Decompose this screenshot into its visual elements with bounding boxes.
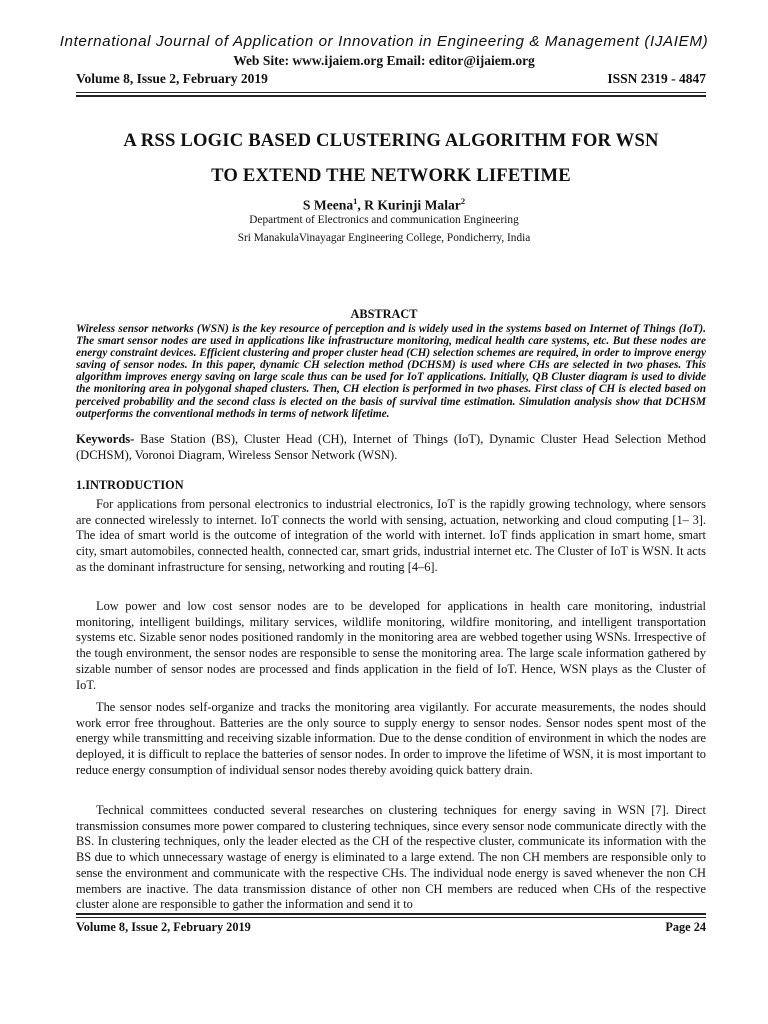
footer-row [76,920,706,935]
footer-volume: Volume 8, Issue 2, February 2019 [76,920,251,934]
footer-rule [76,917,706,918]
author-2-affil-mark: 2 [460,196,466,206]
affiliation-college: Sri ManakulaVinayagar Engineering College, Pondicherry, India [237,232,531,244]
intro-paragraph-2: Low power and low cost sensor nodes are to be developed for applications in health care monitoring, industrial monitoring, intelligent buildings, military services, wildlife monitoring, wildfire monitoring, and intelligent transportation systems etc. Sizable senor nodes positioned randomly in the monitoring area are webbed together using WSNs. Irrespective of the tough environment, the sensor nodes are responsible to sense the monitoring area. The large scale information gathered by sizable number of sensor nodes are processed and finds application in the field of IoT. Hence, WSN plays as the Cluster of IoT. [76,599,706,692]
footer-page-number: Page 24 [665,920,706,934]
header-issn: ISSN 2319 - 4847 [607,71,706,86]
abstract-text: Wireless sensor networks (WSN) is the key resource of perception and is widely used in the systems based on Internet of Things (IoT). The smart sensor nodes are used in applications like infrastructure monitoring, medical health care systems, etc. But these nodes are energy constraint devices. Efficient clustering and proper cluster head (CH) selection schemes are required, in order to improve energy saving of sensor nodes. In this paper, dynamic CH selection method (DCHSM) is used where CHs are selected in two phases. This algorithm improves energy saving on large scale thus can be used for IoT applications. Initially, QB Cluster diagram is used to divide the monitoring area in polygonal shaped clusters. Then, CH election is performed in two phases. First class of CH is elected based on perceived probability and the second class is elected on the basis of survival time estimation. Simulation analysis show that DCHSM outperforms the conventional methods in terms of network lifetime. [76,323,706,420]
header-info-row [76,71,706,87]
author-1-affil-mark: 1 [353,196,358,206]
header-rule-thick [76,95,706,97]
keywords [76,432,706,463]
paper-title-line-2: TO EXTEND THE NETWORK LIFETIME [211,165,571,186]
author-2: R Kurinji Malar [364,197,461,213]
intro-paragraph-3: The sensor nodes self-organize and tracks the monitoring area vigilantly. For accurate measurements, the nodes should work error free throughout. Batteries are the only source to supply energy to sensor nodes. Sensor nodes spent most of the energy while transmitting and receiving sizable information. Due to the dense condition of environment in which the nodes are deployed, it is difficult to replace the batteries of sensor nodes. In order to improve the lifetime of WSN, it is most important to reduce energy consumption of individual sensor nodes thereby avoiding quick battery drain. [76,700,706,777]
footer-rule-thick [76,913,706,915]
keywords-label: Keywords- [76,432,135,446]
author-1: S Meena [302,197,354,213]
header-volume: Volume 8, Issue 2, February 2019 [76,71,268,86]
journal-website: Web Site: www.ijaiem.org Email: editor@ijaiem.org [233,53,535,68]
intro-paragraph-1: For applications from personal electronics to industrial electronics, IoT is the rapidly growing technology, where sensors are connected wirelessly to internet. IoT connects the world with sensing, actuation, networking and cloud computing [1– 3]. The idea of smart world is the outcome of integration of the world with internet. IoT finds application in smart home, smart city, smart automobiles, connected health, connected car, smart grids, industrial internet etc. The Cluster of IoT is WSN. It acts as the dominant infrastructure for sensing, networking and routing [4–6]. [76,497,706,574]
author-separator: , [357,197,365,213]
section-heading-introduction: 1.INTRODUCTION [76,478,184,492]
paper-title-line-1: A RSS LOGIC BASED CLUSTERING ALGORITHM FOR WSN [123,130,659,151]
intro-paragraph-4: Technical committees conducted several researches on clustering techniques for energy saving in WSN [7]. Direct transmission consumes more power compared to clustering techniques, since every sensor node communicate directly with the BS. In clustering techniques, only the leader elected as the CH of the respective cluster, communicate its information with the BS due to which unnecessary wastage of energy is eliminated to a large extend. The non CH members are responsible only to sense the environment and communicate with the respective CHs. The individual node energy is saved whenever the non CH members are inactive. The data transmission distance of other non CH members are reduced when CHs of the respective cluster alone are responsible to gather the information and send it to [76,803,706,912]
keywords-list: Base Station (BS), Cluster Head (CH), Internet of Things (IoT), Dynamic Cluster Head Selection Method (DCHSM), Voronoi Diagram, Wireless Sensor Network (WSN). [76,432,706,462]
paper-authors [0,196,768,214]
affiliation-department: Department of Electronics and communication Engineering [249,214,519,226]
journal-title: International Journal of Application or Innovation in Engineering & Management (IJAIEM) [59,33,709,50]
abstract-heading: ABSTRACT [350,307,418,321]
header-rule [76,92,706,93]
